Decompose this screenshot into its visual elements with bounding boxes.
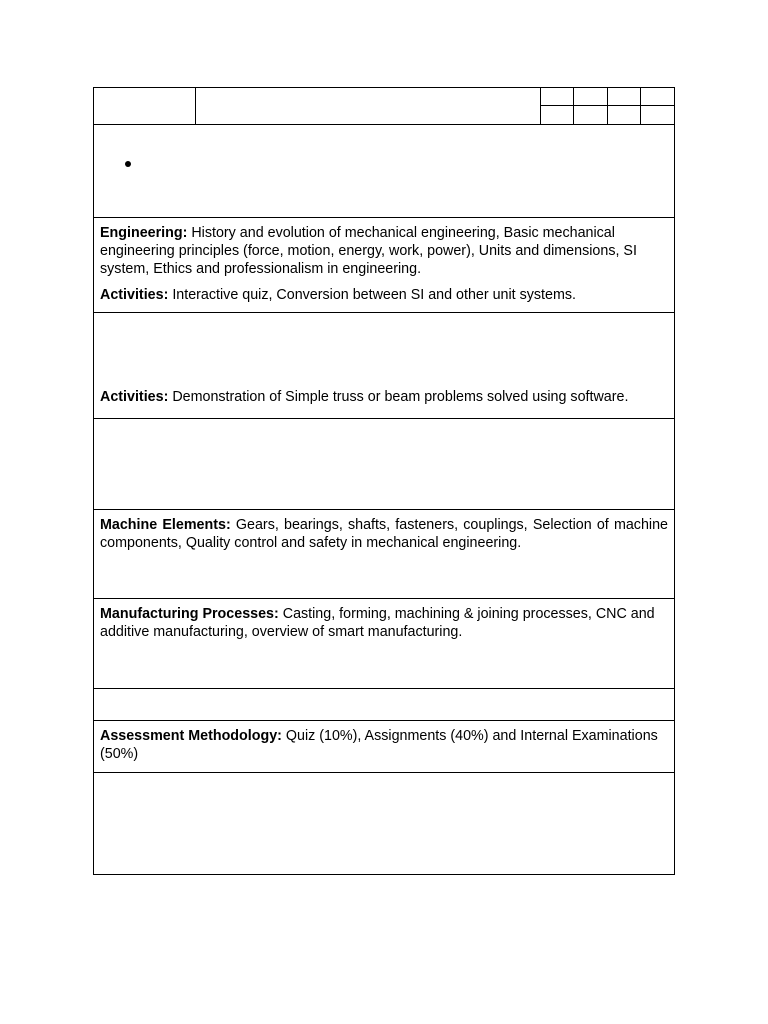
activities-heading: Activities:	[100, 287, 169, 303]
unit-software-row	[94, 312, 674, 418]
ltpc-cell	[574, 106, 607, 124]
unit-heading: Engineering:	[100, 225, 188, 241]
empty-unit-row	[94, 418, 674, 509]
ltpc-cell	[641, 88, 674, 106]
software-activities-text	[94, 388, 634, 406]
bullet-point	[125, 161, 131, 167]
unit-machine-text	[100, 516, 668, 552]
unit-description: History and evolution of mechanical engineering, Basic mechanical engineering principles (force, motion, energy, work, power), Units and dimensions, SI system, Ethics and professionalism in engineering.	[100, 225, 637, 277]
ltpc-cell	[608, 88, 641, 106]
ltpc-cell	[574, 88, 607, 106]
ltpc-cell	[641, 106, 674, 124]
references-row	[94, 772, 674, 874]
activities-heading: Activities:	[100, 389, 169, 405]
syllabus-table	[93, 87, 675, 875]
assessment-description: Quiz (10%), Assignments (40%) and Internal Examinations (50%)	[100, 728, 658, 762]
unit-description: Gears, bearings, shafts, fasteners, couplings, Selection of machine components, Quality control and safety in mechanical engineering.	[100, 517, 668, 551]
empty-row	[94, 688, 674, 720]
unit-machine-row	[94, 509, 674, 598]
unit-heading: Manufacturing Processes:	[100, 606, 279, 622]
assessment-heading: Assessment Methodology:	[100, 728, 282, 744]
assessment-row	[94, 720, 674, 772]
ltpc-grid	[541, 88, 674, 124]
course-title-cell	[196, 88, 541, 124]
unit-manufacturing-text	[100, 605, 668, 641]
objectives-row	[94, 124, 674, 217]
unit-engineering-text	[100, 224, 668, 278]
ltpc-cell	[541, 106, 574, 124]
ltpc-cell	[541, 88, 574, 106]
unit-manufacturing-row	[94, 598, 674, 688]
unit-heading: Machine Elements:	[100, 517, 231, 533]
unit-description: Casting, forming, machining & joining processes, CNC and additive manufacturing, overview of smart manufacturing.	[100, 606, 655, 640]
unit-engineering-row	[94, 217, 674, 312]
assessment-text	[100, 727, 668, 763]
activities-description: Demonstration of Simple truss or beam problems solved using software.	[168, 389, 629, 405]
ltpc-cell	[608, 106, 641, 124]
unit-activities-text	[100, 286, 668, 304]
course-header-row	[94, 88, 674, 124]
course-code-cell	[94, 88, 196, 124]
activities-description: Interactive quiz, Conversion between SI and other unit systems.	[168, 287, 577, 303]
